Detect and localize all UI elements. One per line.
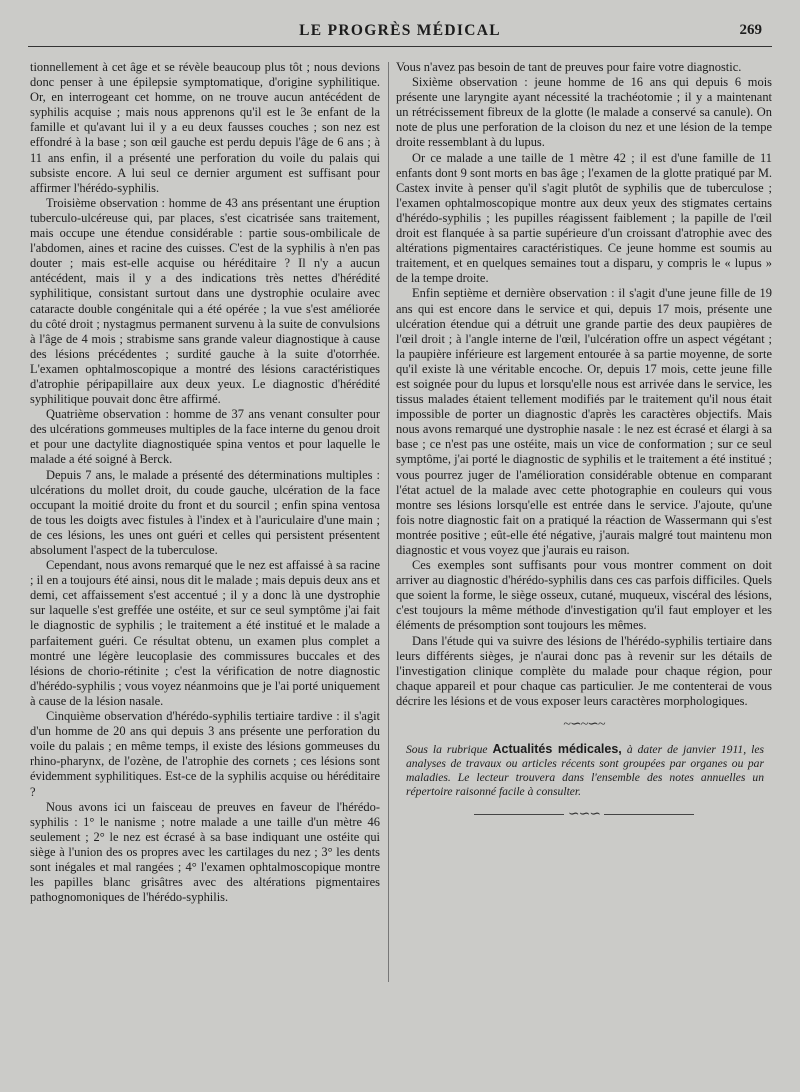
journal-title: LE PROGRÈS MÉDICAL [299, 22, 501, 39]
paragraph: Cinquième observation d'hérédo-syphilis tertiaire tardive : il s'agit d'un homme de 20 ans qui depuis 3 ans présente une perforation du voile du palais ; en même temps, il existe des lésions gommeuses du rhino-pharynx, de l'ozène, de l'atrophie des cornets ; ces lésions sont évidemment syphilitiques. Est-ce de la syphilis acquise ou héréditaire ? [30, 709, 380, 799]
editorial-notice [396, 742, 772, 799]
paragraph: Vous n'avez pas besoin de tant de preuves pour faire votre diagnostic. [396, 60, 742, 74]
paragraph: Ces exemples sont suffisants pour vous montrer comment on doit arriver au diagnostic d'hérédo-syphilis dans ces cas parfois difficiles. Quels que soient la forme, le siège osseux, cutané, muqueux, viscéral des lésions, c'est toujours la même méthode d'investigation qu'il faut employer et les éléments de présomption sont toujours les mêmes. [396, 558, 772, 633]
paragraph: Troisième observation : homme de 43 ans présentant une éruption tuberculo-ulcéreuse qui, par places, s'est cicatrisée sans traitement, mais occupe une étendue considérable : partie sous-ombilicale de l'abdomen, aines et racine des cuisses. C'est de la syphilis à n'en pas douter ; mais est-elle acquise ou héréditaire ? Il n'y a aucun antécédent, mais il y a des indications très nettes d'hérédité syphilitique, consistant surtout dans une dystrophie oculaire avec cataracte double congénitale qui a été opérée ; la vue s'est améliorée du côté droit ; nystagmus permanent survenu à la suite de convulsions à l'âge de 4 mois ; strabisme sans grande valeur diagnostique à cause des lésions précédentes ; surdité gauche à la suite d'otorrhée. L'examen ophtalmoscopique a montré des lésions caractéristiques d'atrophie péripapillaire aux deux yeux. Le diagnostic d'hérédité syphilitique pouvait donc être affirmé. [30, 195, 380, 407]
paragraph: Quatrième observation : homme de 37 ans venant consulter pour des ulcérations gommeuses multiples de la face interne du genou droit et pour une dactylite diagnostiquée spina ventos et pour laquelle le malade a été soigné à Berck. [30, 407, 380, 467]
ornament-divider-bottom: ∽∽∽ [396, 807, 772, 822]
paragraph: Depuis 7 ans, le malade a présenté des déterminations multiples : ulcérations du mollet droit, du coude gauche, ulcération de la face occupant la moitié droite du front et du sourcil ; enfin spina ventosa de tous les doigts avec fistules à l'index et à l'auriculaire d'une main ; de ces lésions, les unes ont guéri et celles qui persistent présentent absolument l'aspect de la tuberculose. [30, 467, 380, 557]
running-header [28, 22, 772, 42]
header-rule [28, 46, 772, 47]
page-number: 269 [739, 22, 762, 38]
paragraph: tionnellement à cet âge et se révèle beaucoup plus tôt ; nous devions donc penser à une épilepsie symptomatique, d'origine syphilitique. Or, en interrogeant cet homme, on ne trouve aucun antécédent de syphilis acquise ; mais nous apprenons qu'il est le 3e enfant de la famille et qu'avant lui il y a eu deux fausses couches ; son nez est effondré à la base ; son œil gauche est perdu depuis l'âge de 6 ans ; à 11 ans enfin, il a présenté une perforation du voile du palais qui subsiste encore. A lui seul ce dernier argument est suffisant pour affirmer l'hérédo-syphilis. [30, 60, 380, 195]
column-divider [388, 62, 389, 982]
paragraph: Enfin septième et dernière observation : il s'agit d'une jeune fille de 19 ans qui est encore dans le service et qui, depuis 17 mois, présente une ulcération étendue qui a détruit une grande partie des deux paupières de l'œil droit ; à l'angle interne de l'œil, l'ulcération offre un aspect végétant ; la paupière inférieure est largement entourée à sa partie moyenne, de sorte qu'il existe là une véritable encoche. Or, depuis 17 mois, cette jeune fille est soignée pour du lupus et lorsqu'elle nous est arrivée dans le service, les tissus malades étaient tellement modifiés par le traitement qu'il nous était impossible de porter un diagnostic d'après les caractères objectifs. Mais nous avons remarqué une dystrophie nasale : le nez est écrasé et élargi à sa base ; ce n'est pas une ostéite, mais un vice de conformation ; sur ce seul symptôme, j'ai porté le diagnostic de syphilis et le traitement a été institué ; vous pourrez juger de l'amélioration considérable obtenue en comparant l'état actuel de la malade avec cette photographie en couleurs qui vous montre ses lésions lorsqu'elle est entrée dans le service. J'ajoute, qu'une fois notre diagnostic fait on a pratiqué la réaction de Wassermann qui s'est montrée positive ; eût-elle été négative, j'aurais malgré tout maintenu mon diagnostic et vous voyez que j'aurais eu raison. [396, 286, 772, 557]
ornament-divider: ~∽~∽~ [563, 717, 605, 733]
left-column [30, 60, 380, 905]
paragraph: Dans l'étude qui va suivre des lésions de l'hérédo-syphilis tertiaire dans leurs différents sièges, je n'aurai donc pas à revenir sur les détails de l'investigation clinique complète du malade pour chaque région, pour chaque appareil et pour chaque cas particulier. Je me contenterai de vous décrire les lésions et de vous exposer leurs caractères morphologiques. [396, 633, 772, 708]
notice-title: Actualités médicales, [492, 742, 622, 757]
right-column [396, 60, 772, 832]
paragraph: Sixième observation : jeune homme de 16 ans qui depuis 6 mois présente une laryngite ayant nécessité la trachéotomie ; il y a maintenant un rétrécissement fibreux de la glotte (le malade a conservé sa canule). On note de plus une perforation de la cloison du nez et une lésion de la tempe droite ressemblant à du lupus. [396, 75, 772, 150]
notice-body: à dater de janvier 1911, les analyses de travaux ou articles récents sont groupées par organes ou par maladies. Le lecteur trouvera dans l'ensemble des notes annuelles un répertoire raisonné facile à consulter. [406, 743, 764, 799]
paragraph: Nous avons ici un faisceau de preuves en faveur de l'hérédo-syphilis : 1° le nanisme ; notre malade a une taille d'un mètre 46 seulement ; 2° le nez est écrasé à sa base indiquant une ostéite qui siège à l'union des os propres avec les cartilages du nez ; 3° les dents sont inégales et mal rangées ; 4° l'examen ophtalmoscopique montre les papilles blanc grisâtres avec des altérations pigmentaires pathognomoniques de l'hérédo-syphilis. [30, 799, 380, 905]
paragraph: Or ce malade a une taille de 1 mètre 42 ; il est d'une famille de 11 enfants dont 9 sont morts en bas âge ; l'examen de la glotte pratiqué par M. Castex invite à penser qu'il s'agit plutôt de syphilis que de tuberculose ; l'examen ophtalmoscopique montre aux deux yeux des stigmates certains d'hérédo-syphilis ; les pupilles réagissent faiblement ; la papille de l'œil droit est flanquée à sa partie supérieure d'un croissant d'atrophie avec des altérations pigmentaires caractéristiques. Ce jeune homme est soumis au traitement, et en quelques semaines tout a disparu, y compris le « lupus » de la tempe droite. [396, 150, 772, 286]
notice-prefix: Sous la rubrique [406, 743, 488, 757]
paragraph: Cependant, nous avons remarqué que le nez est affaissé à sa racine ; il en a toujours été ainsi, nous dit le malade ; mais depuis deux ans et demi, cet affaissement s'est accentué ; il y a donc là une dystrophie sur laquelle s'est greffée une ostéite, et sur ce seul symptôme j'ai fait le diagnostic de syphilis ; le traitement a été institué et le malade a parfaitement guéri. Ce résultat obtenu, un examen plus complet a montré une légère leucoplasie des commissures buccales et des lésions de chorio-rétinite ; c'est la vérification de notre diagnostic d'hérédo-syphilis ; vous voyez néanmoins que je l'ai porté uniquement à cause de la lésion nasale. [30, 558, 380, 708]
